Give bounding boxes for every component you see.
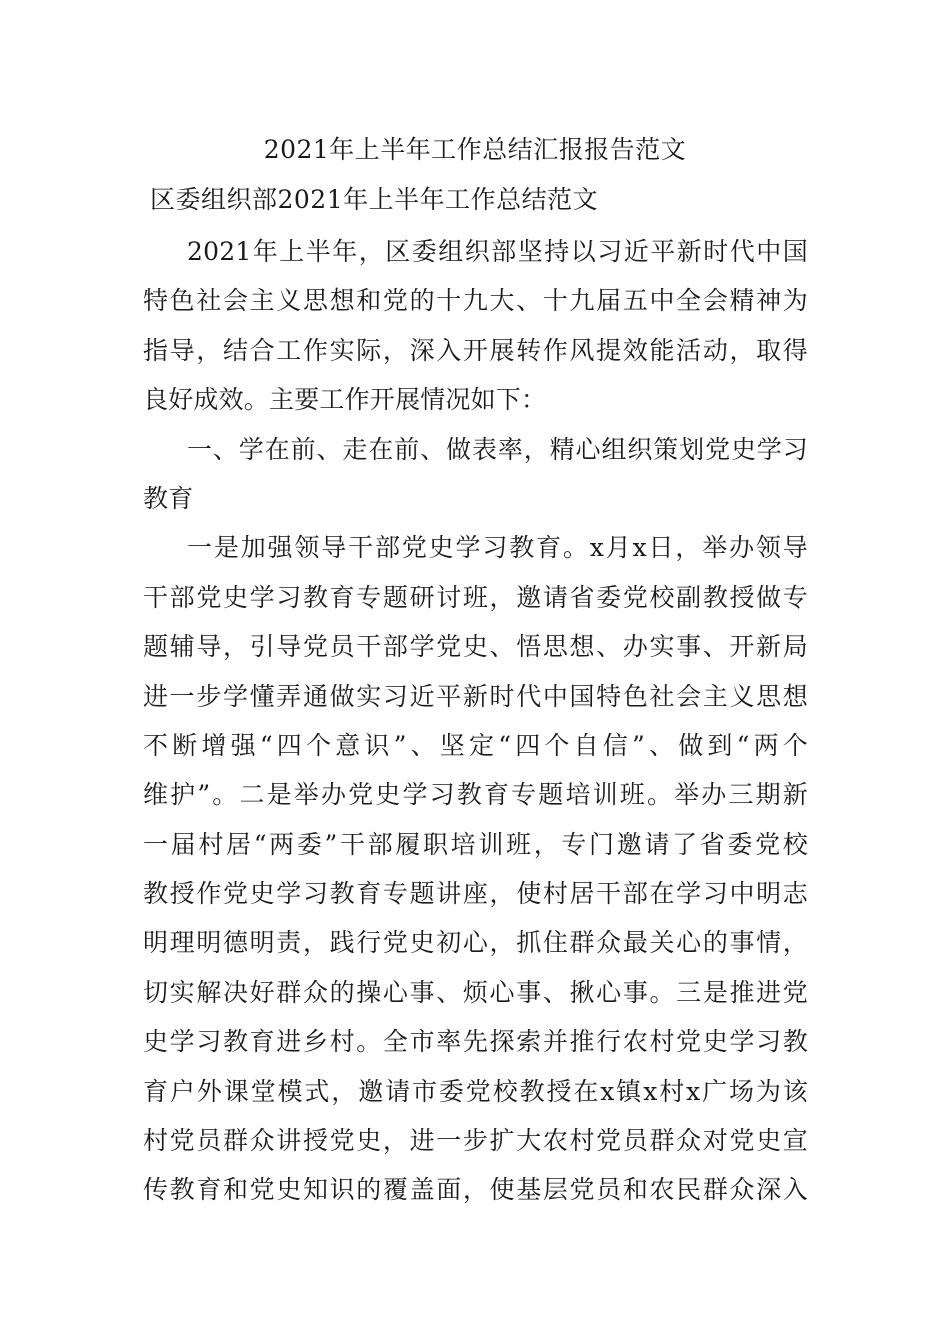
text-line: 育户外课堂模式，邀请市委党校教授在x镇x村x广场为该 (143, 1076, 808, 1106)
document-body (143, 227, 808, 1215)
text-line: 明理明德明责，践行党史初心，抓住群众最关心的事情， (143, 928, 808, 958)
text-line: 传教育和党史知识的覆盖面，使基层党员和农民群众深入 (143, 1175, 808, 1205)
document-title: 2021年上半年工作总结汇报报告范文 (263, 135, 687, 164)
text-line: 进一步学懂弄通做实习近平新时代中国特色社会主义思想 (143, 681, 808, 711)
text-line: 指导，结合工作实际，深入开展转作风提效能活动，取得 (143, 335, 808, 365)
text-line: 一届村居“两委”干部履职培训班，专门邀请了省委党校 (143, 829, 808, 859)
text-line: 教育 (143, 483, 194, 513)
text-line: 教授作党史学习教育专题讲座，使村居干部在学习中明志 (143, 879, 808, 909)
text-line: 特色社会主义思想和党的十九大、十九届五中全会精神为 (143, 286, 808, 316)
text-line: 村党员群众讲授党史，进一步扩大农村党员群众对党史宣 (143, 1126, 808, 1156)
text-line: 干部党史学习教育专题研讨班，邀请省委党校副教授做专 (143, 582, 808, 612)
text-line: 良好成效。主要工作开展情况如下： (143, 385, 547, 415)
document-subtitle: 区委组织部2021年上半年工作总结范文 (150, 185, 599, 214)
text-line: 切实解决好群众的操心事、烦心事、揪心事。三是推进党 (143, 977, 808, 1007)
text-line: 一、学在前、走在前、做表率，精心组织策划党史学习 (187, 434, 808, 464)
text-line: 2021年上半年，区委组织部坚持以习近平新时代中国 (187, 237, 808, 266)
text-line: 史学习教育进乡村。全市率先探索并推行农村党史学习教 (143, 1027, 808, 1057)
text-line: 题辅导，引导党员干部学党史、悟思想、办实事、开新局 (143, 632, 808, 662)
text-line: 维护”。二是举办党史学习教育专题培训班。举办三期新 (143, 780, 808, 810)
text-line: 不断增强“四个意识”、坚定“四个自信”、做到“两个 (143, 730, 808, 760)
text-line: 一是加强领导干部党史学习教育。x月x日，举办领导 (187, 533, 808, 563)
